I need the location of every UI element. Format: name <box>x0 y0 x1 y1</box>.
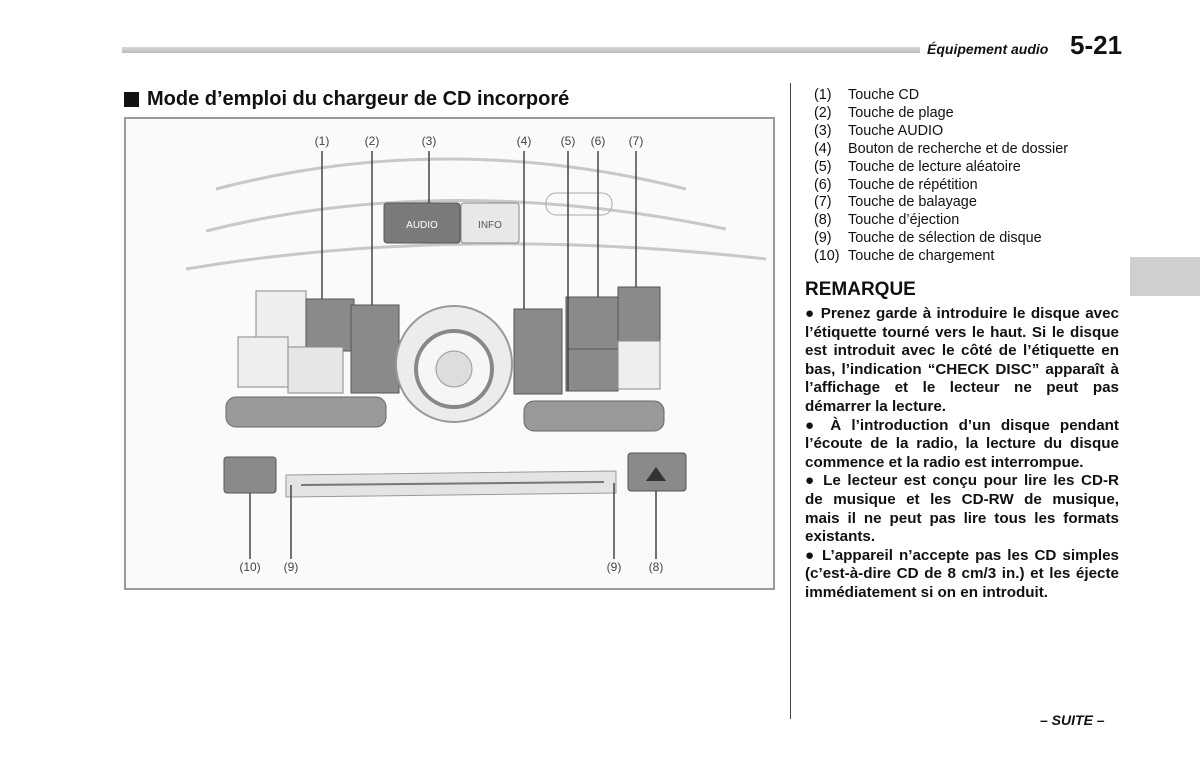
section-title-text: Mode d’emploi du chargeur de CD incorporé <box>147 88 570 110</box>
left-lower-button <box>238 337 288 387</box>
page-number: 5-21 <box>1070 30 1123 60</box>
callout-5: (5) <box>560 134 576 148</box>
legend-item: (4) Bouton de recherche et de dossier <box>814 140 1068 157</box>
callout-6: (6) <box>590 134 606 148</box>
continued-footer: – SUITE – <box>1040 712 1105 728</box>
square-bullet-icon <box>124 92 139 107</box>
right-mid-button <box>566 349 618 391</box>
callout-4: (4) <box>516 134 532 148</box>
remark-body <box>805 305 1119 603</box>
callout-9-right: (9) <box>606 560 622 574</box>
callout-3: (3) <box>421 134 437 148</box>
callout-8: (8) <box>648 560 664 574</box>
audio-label: AUDIO <box>406 220 438 231</box>
info-label: INFO <box>478 220 502 231</box>
right-preset-row <box>524 401 664 431</box>
repeat-button <box>566 297 618 349</box>
legend-item: (3) Touche AUDIO <box>814 122 944 139</box>
remark-item: ● Prenez garde à introduire le disque avec l’étiquette tourné vers le haut. Si le disque est introduit avec le côté de l’étiquette en bas, l’indication “CHECK DISC” apparaît à l’affichage et le lecteur ne peut pas démarrer la lecture. <box>805 305 1119 415</box>
legend-item: (10) Touche de chargement <box>814 248 995 265</box>
legend-item: (8) Touche d’éjection <box>814 212 960 229</box>
cd-button <box>306 299 354 351</box>
callout-9-left: (9) <box>283 560 299 574</box>
legend-item: (9) Touche de sélection de disque <box>814 230 1042 247</box>
callout-7: (7) <box>628 134 644 148</box>
legend-list <box>814 87 1068 266</box>
left-preset-row <box>226 397 386 427</box>
legend-item: (7) Touche de balayage <box>814 194 977 211</box>
random-button <box>514 309 562 394</box>
header-section-title: Équipement audio <box>927 41 1049 57</box>
cd-player-diagram <box>126 119 773 588</box>
load-button <box>224 457 276 493</box>
section-title <box>124 88 569 111</box>
cd-player-illustration <box>124 117 775 590</box>
knob-center-icon <box>436 351 472 387</box>
remark-item: ● L’appareil n’accepte pas les CD simples (c’est-à-dire CD de 8 cm/3 in.) et les éjecte immédiatement si on en introduit. <box>805 546 1119 601</box>
disc-button <box>618 341 660 389</box>
scan-button <box>618 287 660 341</box>
remark-item: ● Le lecteur est conçu pour lire les CD-R de musique et les CD-RW de musique, mais il ne peut pas lire tous les formats existants. <box>805 472 1119 546</box>
left-mid-button <box>288 347 343 393</box>
column-divider <box>790 83 791 719</box>
chapter-tab <box>1130 257 1200 296</box>
header-rule <box>122 47 920 53</box>
legend-item: (5) Touche de lecture aléatoire <box>814 158 1021 175</box>
legend-item: (1) Touche CD <box>814 87 920 103</box>
callout-2: (2) <box>364 134 380 148</box>
track-button <box>351 305 399 393</box>
legend-item: (6) Touche de répétition <box>814 176 978 193</box>
remark-heading: REMARQUE <box>805 279 916 300</box>
callout-10: (10) <box>239 560 261 574</box>
callout-1: (1) <box>314 134 330 148</box>
remark-item: ● À l’introduction d’un disque pendant l’écoute de la radio, la lecture du disque commence et la radio est interrompue. <box>805 416 1119 471</box>
legend-item: (2) Touche de plage <box>814 104 954 121</box>
